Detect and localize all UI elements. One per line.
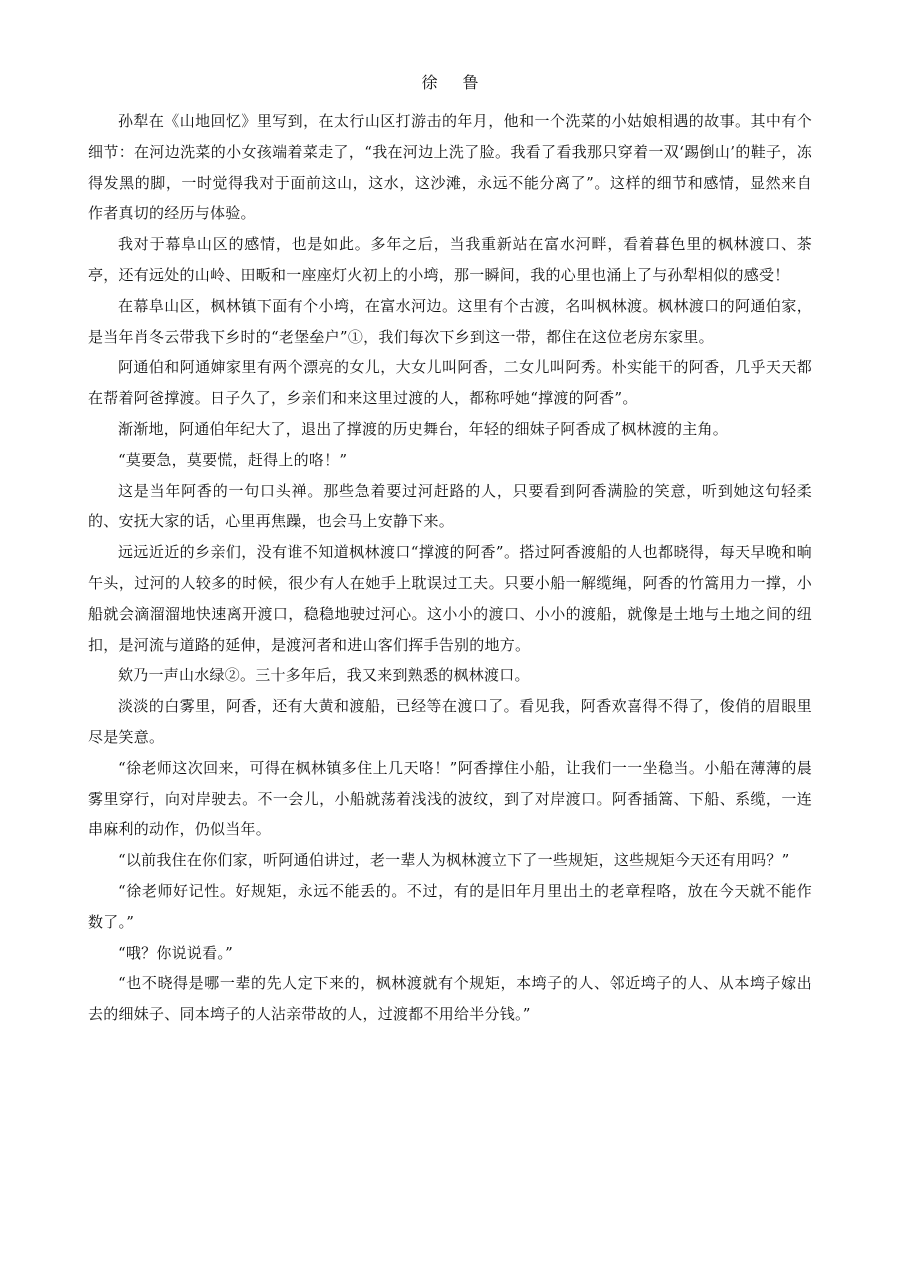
- paragraph: 孙犁在《山地回忆》里写到，在太行山区打游击的年月，他和一个洗菜的小姑娘相遇的故事。其中有个细节：在河边洗菜的小女孩端着菜走了，“我在河边上洗了脸。我看了看我那只穿着一双‘踢倒山’的鞋子，冻得发黑的脚，一时觉得我对于面前这山，这水，这沙滩，永远不能分离了”。这样的细节和感情，显然来自作者真切的经历与体验。: [88, 112, 812, 223]
- author-name: 徐 鲁: [421, 73, 489, 92]
- paragraph: “以前我住在你们家，听阿通伯讲过，老一辈人为枫林渡立下了一些规矩，这些规矩今天还有用吗？”: [118, 851, 790, 870]
- paragraph: 渐渐地，阿通伯年纪大了，退出了撑渡的历史舞台，年轻的细妹子阿香成了枫林渡的主角。: [118, 419, 729, 438]
- paragraph: 淡淡的白雾里，阿香，还有大黄和渡船，已经等在渡口了。看见我，阿香欢喜得不得了，俊俏的眉眼里尽是笑意。: [88, 697, 812, 746]
- paragraph: 这是当年阿香的一句口头禅。那些急着要过河赶路的人，只要看到阿香满脸的笑意，听到她这句轻柔的、安抚大家的话，心里再焦躁，也会马上安静下来。: [88, 481, 812, 531]
- paragraph: 阿通伯和阿通婶家里有两个漂亮的女儿，大女儿叫阿香，二女儿叫阿秀。朴实能干的阿香，几乎天天都在帮着阿爸撑渡。日子久了，乡亲们和来这里过渡的人，都称呼她“撑渡的阿香”。: [88, 358, 812, 408]
- paragraph: 远远近近的乡亲们，没有谁不知道枫林渡口“撑渡的阿香”。搭过阿香渡船的人也都晓得，每天早晚和晌午头，过河的人较多的时候，很少有人在她手上耽误过工夫。只要小船一解缆绳，阿香的竹篙用力一撑，小船就会滴溜溜地快速离开渡口，稳稳地驶过河心。这小小的渡口、小小的渡船，就像是土地与土地之间的纽扣，是河流与道路的延伸，是渡河者和进山客们挥手告别的地方。: [88, 543, 812, 654]
- paragraph: “莫要急，莫要慌，赶得上的咯！”: [118, 450, 348, 469]
- paragraph: “徐老师这次回来，可得在枫林镇多住上几天咯！”阿香撑住小船，让我们一一坐稳当。小船在薄薄的晨雾里穿行，向对岸驶去。不一会儿，小船就荡着浅浅的波纹，到了对岸渡口。阿香插篙、下船、系缆，一连串麻利的动作，仍似当年。: [88, 758, 812, 839]
- paragraph: “哦？你说说看。”: [118, 943, 234, 962]
- article-body: [88, 106, 812, 1030]
- paragraph: 在幕阜山区，枫林镇下面有个小塆，在富水河边。这里有个古渡，名叫枫林渡。枫林渡口的阿通伯家，是当年肖冬云带我下乡时的“老堡垒户”①，我们每次下乡到这一带，都住在这位老房东家里。: [88, 296, 812, 346]
- paragraph: “也不晓得是哪一辈的先人定下来的，枫林渡就有个规矩，本塆子的人、邻近塆子的人、从本塆子嫁出去的细妹子、同本塆子的人沾亲带故的人，过渡都不用给半分钱。”: [88, 974, 812, 1024]
- paragraph: 欸乃一声山水绿②。三十多年后，我又来到熟悉的枫林渡口。: [118, 666, 530, 685]
- paragraph: “徐老师好记性。好规矩，永远不能丢的。不过，有的是旧年月里出土的老章程咯，放在今天就不能作数了。”: [88, 881, 812, 931]
- paragraph: 我对于幕阜山区的感情，也是如此。多年之后，当我重新站在富水河畔，看着暮色里的枫林渡口、茶亭，还有远处的山岭、田畈和一座座灯火初上的小塆，那一瞬间，我的心里也涌上了与孙犁相似的感受！: [88, 235, 812, 284]
